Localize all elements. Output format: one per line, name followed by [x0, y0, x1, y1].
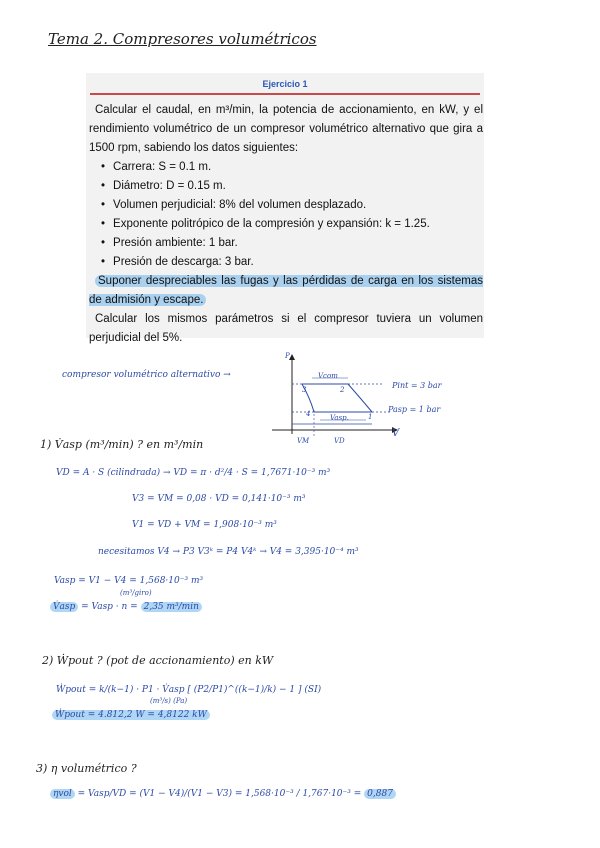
- data-item: • Volumen perjudicial: 8% del volumen desplazado.: [115, 196, 483, 215]
- vd-label: VD: [334, 437, 345, 445]
- q3-heading: 3) η volumétrico ?: [36, 762, 137, 775]
- data-item: • Carrera: S = 0.1 m.: [115, 158, 483, 177]
- highlighted-note: Suponer despreciables las fugas y las pérdidas de carga en los sistemas de admisión y escape.: [89, 275, 483, 306]
- pv-diagram: [262, 350, 442, 450]
- q1-line-1: VD = A · S (cilindrada) → VD = π · d²/4 · S = 1,7671·10⁻³ m³: [56, 468, 331, 478]
- data-item: • Presión ambiente: 1 bar.: [115, 234, 483, 253]
- q3-equation: = Vasp/VD = (V1 − V4)/(V1 − V3) = 1,568·10⁻³ / 1,767·10⁻³ =: [77, 789, 362, 799]
- pasp-label: Pasp = 1 bar: [388, 405, 441, 414]
- q2-result-highlight: Ẇpout = 4.812,2 W = 4,8122 kW: [52, 710, 210, 720]
- exercise-divider: [90, 93, 480, 95]
- page-title: Tema 2. Compresores volumétricos: [48, 30, 317, 48]
- q2-result-line: [52, 710, 210, 720]
- point-2-label: 2: [340, 386, 345, 394]
- point-3-label: 3: [302, 386, 307, 394]
- q2-formula: Ẇpout = k/(k−1) · P1 · V̇asp [ (P2/P1)^((k−1)/k) − 1 ] (SI): [56, 685, 322, 695]
- q3-line: [50, 789, 396, 799]
- q2-units: (m³/s) (Pa): [150, 697, 188, 705]
- exercise-box: [86, 73, 484, 344]
- vm-label: VM: [297, 437, 310, 445]
- point-4-label: 4: [306, 410, 311, 418]
- p-axis-label: P: [285, 352, 290, 360]
- vcom-label: Vcom: [318, 372, 338, 380]
- vasp-dot-highlight: V̇asp: [50, 602, 78, 612]
- data-item: • Presión de descarga: 3 bar.: [115, 253, 483, 272]
- data-item: • Exponente politrópico de la compresión y expansión: k = 1.25.: [115, 215, 483, 234]
- exercise-intro: Calcular el caudal, en m³/min, la potencia de accionamiento, en kW, y el rendimiento volumétrico de un compresor volumétrico alternativo que gira a 1500 rpm, sabiendo los datos siguientes:: [89, 104, 483, 154]
- q1-line-4: necesitamos V4 → P3 V3ᵏ = P4 V4ᵏ → V4 = 3,395·10⁻⁴ m³: [98, 547, 359, 557]
- v-axis-label: V: [392, 428, 400, 439]
- q2-heading: 2) Ẇpout ? (pot de accionamiento) en kW: [42, 654, 274, 667]
- q3-result-highlight: 0,887: [364, 789, 396, 799]
- exercise-extra: Calcular los mismos parámetros si el compresor tuviera un volumen perjudicial del 5%.: [89, 313, 483, 344]
- q1-line-2: V3 = VM = 0,08 · VD = 0,141·10⁻³ m³: [132, 494, 306, 504]
- q1-line-5-note: (m³/giro): [120, 589, 152, 597]
- exercise-data-list: [89, 158, 483, 272]
- q1-line-5: Vasp = V1 − V4 = 1,568·10⁻³ m³: [54, 576, 204, 586]
- exercise-heading: Ejercicio 1: [262, 79, 308, 89]
- point-1-label: 1: [368, 413, 373, 421]
- q1-result-highlight: 2,35 m³/min: [141, 602, 202, 612]
- q3-lhs-highlight: ηvol: [50, 789, 75, 799]
- q1-line-3: V1 = VD + VM = 1,908·10⁻³ m³: [132, 520, 277, 530]
- vasp-label: Vasp.: [330, 414, 349, 422]
- cycle-curve: [302, 384, 372, 412]
- diagram-intro: compresor volumétrico alternativo →: [62, 370, 231, 380]
- q1-heading: 1) V̇asp (m³/min) ? en m³/min: [40, 438, 204, 451]
- q1-line-6: [50, 602, 202, 612]
- exercise-note: [89, 272, 483, 310]
- q1-line-6-eq: = Vasp · n =: [81, 602, 138, 612]
- data-item: • Diámetro: D = 0.15 m.: [115, 177, 483, 196]
- pint-label: Pint = 3 bar: [392, 381, 442, 390]
